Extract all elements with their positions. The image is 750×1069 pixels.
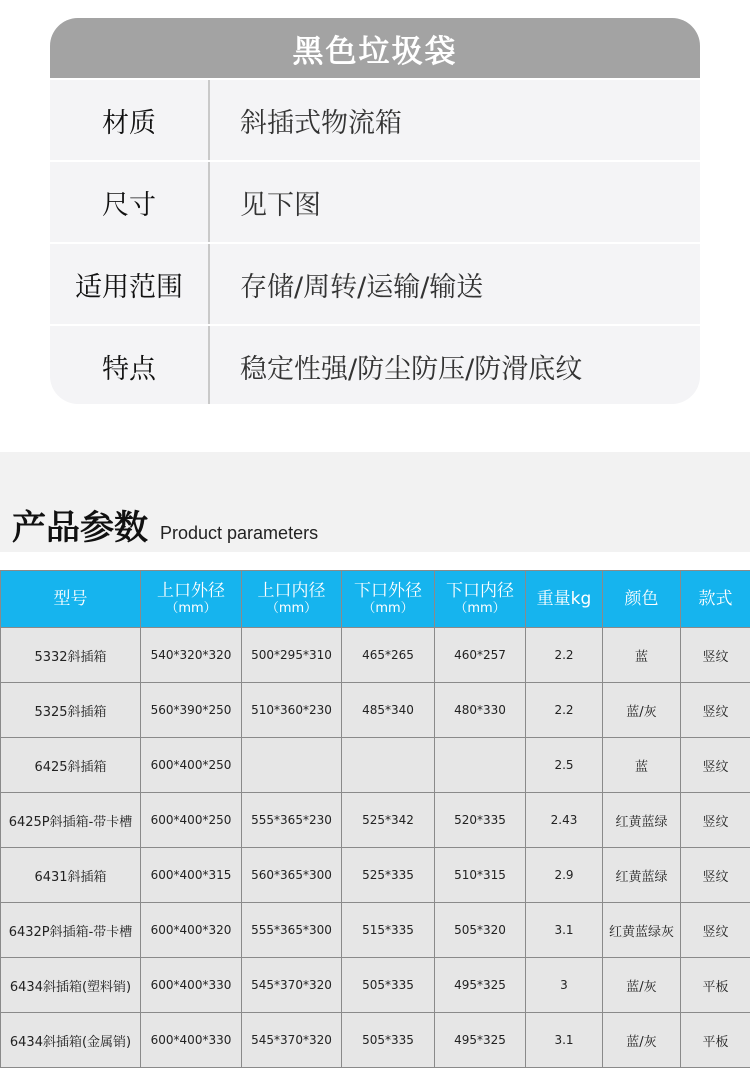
table-row bbox=[1, 738, 750, 793]
table-cell: 600*400*315 bbox=[141, 848, 242, 903]
table-cell: 485*340 bbox=[342, 683, 435, 738]
table-cell bbox=[242, 738, 342, 793]
table-cell: 600*400*250 bbox=[141, 793, 242, 848]
spec-key: 尺寸 bbox=[50, 162, 210, 242]
table-cell: 525*342 bbox=[342, 793, 435, 848]
spec-value: 稳定性强/防尘防压/防滑底纹 bbox=[240, 353, 583, 385]
table-cell: 2.5 bbox=[526, 738, 603, 793]
table-cell: 495*325 bbox=[435, 1013, 526, 1068]
table-body bbox=[1, 628, 750, 1068]
section-title-cn: 产品参数 bbox=[12, 508, 148, 548]
table-cell: 蓝 bbox=[603, 738, 681, 793]
column-header bbox=[342, 571, 435, 628]
table-cell: 515*335 bbox=[342, 903, 435, 958]
table-cell: 465*265 bbox=[342, 628, 435, 683]
table-cell: 蓝 bbox=[603, 628, 681, 683]
table-cell: 560*365*300 bbox=[242, 848, 342, 903]
table-cell: 540*320*320 bbox=[141, 628, 242, 683]
table-cell: 525*335 bbox=[342, 848, 435, 903]
table-cell: 3.1 bbox=[526, 1013, 603, 1068]
section-heading bbox=[12, 500, 318, 549]
column-header-label: 型号 bbox=[53, 589, 88, 609]
table-cell: 600*400*330 bbox=[141, 1013, 242, 1068]
table-cell: 6434斜插箱(金属销) bbox=[1, 1013, 141, 1068]
table-header-row bbox=[1, 571, 750, 628]
spec-value: 存储/周转/运输/输送 bbox=[240, 271, 484, 303]
table-cell: 平板 bbox=[681, 1013, 750, 1068]
table-cell: 竖纹 bbox=[681, 793, 750, 848]
spec-row-features bbox=[50, 324, 700, 404]
column-header-label: 上口外径 bbox=[157, 581, 225, 601]
table-row bbox=[1, 793, 750, 848]
table-cell: 600*400*330 bbox=[141, 958, 242, 1013]
table-row bbox=[1, 958, 750, 1013]
spec-value: 见下图 bbox=[240, 189, 321, 221]
table-cell: 蓝/灰 bbox=[603, 683, 681, 738]
table-cell: 蓝/灰 bbox=[603, 1013, 681, 1068]
column-header-label: 上口内径 bbox=[257, 581, 326, 601]
table-cell: 3 bbox=[526, 958, 603, 1013]
table-row bbox=[1, 1013, 750, 1068]
column-header bbox=[603, 571, 681, 628]
spec-title: 黑色垃圾袋 bbox=[50, 18, 700, 78]
spec-key: 材质 bbox=[50, 80, 210, 160]
table-cell: 5325斜插箱 bbox=[1, 683, 141, 738]
table-row bbox=[1, 628, 750, 683]
product-parameters-table bbox=[0, 570, 750, 1068]
column-header bbox=[435, 571, 526, 628]
column-header bbox=[681, 571, 750, 628]
spec-card bbox=[50, 18, 700, 404]
table-cell: 505*335 bbox=[342, 958, 435, 1013]
table-cell: 6425斜插箱 bbox=[1, 738, 141, 793]
column-header-unit: （mm） bbox=[454, 601, 506, 616]
table-cell: 6434斜插箱(塑料销) bbox=[1, 958, 141, 1013]
table-cell: 2.2 bbox=[526, 628, 603, 683]
table-cell: 545*370*320 bbox=[242, 958, 342, 1013]
table-cell: 520*335 bbox=[435, 793, 526, 848]
table-cell: 600*400*250 bbox=[141, 738, 242, 793]
table-row bbox=[1, 683, 750, 738]
column-header-unit: （mm） bbox=[165, 601, 217, 616]
table-cell: 505*335 bbox=[342, 1013, 435, 1068]
table-cell: 500*295*310 bbox=[242, 628, 342, 683]
column-header-label: 款式 bbox=[698, 589, 733, 609]
spec-key: 特点 bbox=[50, 326, 210, 404]
table-cell: 6431斜插箱 bbox=[1, 848, 141, 903]
table-cell: 560*390*250 bbox=[141, 683, 242, 738]
table-row bbox=[1, 903, 750, 958]
spec-row-size bbox=[50, 160, 700, 242]
table-cell: 红黄蓝绿 bbox=[603, 793, 681, 848]
table-row bbox=[1, 848, 750, 903]
table-cell: 510*360*230 bbox=[242, 683, 342, 738]
spec-row-material bbox=[50, 78, 700, 160]
table-cell: 495*325 bbox=[435, 958, 526, 1013]
table-cell: 5332斜插箱 bbox=[1, 628, 141, 683]
table-cell: 600*400*320 bbox=[141, 903, 242, 958]
column-header-label: 颜色 bbox=[624, 589, 659, 609]
table-cell: 2.43 bbox=[526, 793, 603, 848]
table-cell: 505*320 bbox=[435, 903, 526, 958]
table-cell: 545*370*320 bbox=[242, 1013, 342, 1068]
table-cell: 红黄蓝绿灰 bbox=[603, 903, 681, 958]
column-header bbox=[1, 571, 141, 628]
table-cell: 竖纹 bbox=[681, 738, 750, 793]
column-header-unit: （mm） bbox=[362, 601, 414, 616]
table-cell: 2.9 bbox=[526, 848, 603, 903]
section-title-en: Product parameters bbox=[160, 523, 319, 543]
spec-row-usage bbox=[50, 242, 700, 324]
column-header-label: 重量kg bbox=[536, 589, 592, 609]
spec-value: 斜插式物流箱 bbox=[240, 107, 402, 139]
table-cell: 510*315 bbox=[435, 848, 526, 903]
table-cell: 红黄蓝绿 bbox=[603, 848, 681, 903]
table-cell: 平板 bbox=[681, 958, 750, 1013]
column-header bbox=[141, 571, 242, 628]
table-cell: 竖纹 bbox=[681, 683, 750, 738]
column-header-label: 下口内径 bbox=[446, 581, 514, 601]
column-header-label: 下口外径 bbox=[354, 581, 422, 601]
table-cell bbox=[342, 738, 435, 793]
table-cell: 竖纹 bbox=[681, 848, 750, 903]
column-header-unit: （mm） bbox=[265, 601, 318, 616]
table-cell: 6425P斜插箱-带卡槽 bbox=[1, 793, 141, 848]
table-cell: 2.2 bbox=[526, 683, 603, 738]
table-cell: 3.1 bbox=[526, 903, 603, 958]
spec-key: 适用范围 bbox=[50, 244, 210, 324]
table-cell: 460*257 bbox=[435, 628, 526, 683]
column-header bbox=[526, 571, 603, 628]
table-cell: 竖纹 bbox=[681, 903, 750, 958]
table-cell bbox=[435, 738, 526, 793]
table-cell: 555*365*300 bbox=[242, 903, 342, 958]
table-cell: 竖纹 bbox=[681, 628, 750, 683]
column-header bbox=[242, 571, 342, 628]
table-cell: 蓝/灰 bbox=[603, 958, 681, 1013]
table-cell: 6432P斜插箱-带卡槽 bbox=[1, 903, 141, 958]
table-cell: 555*365*230 bbox=[242, 793, 342, 848]
table-cell: 480*330 bbox=[435, 683, 526, 738]
